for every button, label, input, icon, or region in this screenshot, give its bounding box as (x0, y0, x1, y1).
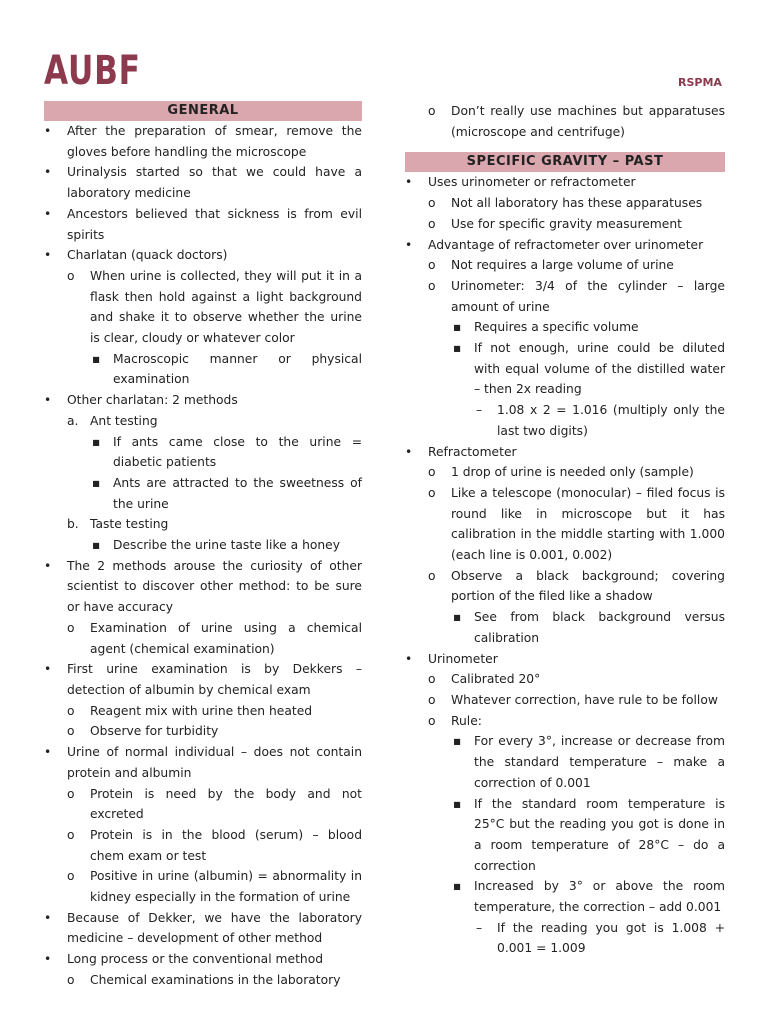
list-item (44, 618, 362, 659)
list-item-text: Examination of urine using a chemical agent (chemical examination) (90, 620, 362, 656)
list-item (44, 970, 362, 991)
bullet-marker: o (428, 196, 436, 211)
bullet-marker: • (44, 206, 52, 221)
list-item-text: Advantage of refractometer over urinometer (428, 237, 704, 252)
list-item (405, 711, 725, 732)
bullet-marker: o (428, 465, 436, 480)
list-item-text: Urinometer: 3/4 of the cylinder – large amount of urine (451, 278, 725, 314)
list-item-text: Observe a black background; covering portion of the filed like a shadow (451, 568, 725, 604)
list-item-text: 1 drop of urine is needed only (sample) (451, 465, 694, 480)
bullet-marker: • (44, 952, 52, 967)
list-item (44, 162, 362, 203)
list-item-text: If not enough, urine could be diluted with equal volume of the distilled water – then 2x reading (474, 341, 725, 397)
bullet-marker: • (44, 124, 52, 138)
list-item-text: If the standard room temperature is 25°C but the reading you got is done in a room temperature of 28°C – do a correction (474, 796, 725, 873)
list-item (44, 784, 362, 825)
list-item-text: Use for specific gravity measurement (451, 216, 682, 231)
bullet-marker: • (44, 393, 52, 408)
bullet-marker: ▪ (453, 320, 462, 335)
list-item (44, 721, 362, 742)
list-item-text: Taste testing (90, 517, 169, 532)
list-item-text: Urine of normal individual – does not contain protein and albumin (67, 745, 362, 780)
right-column (405, 101, 725, 959)
bullet-marker: o (428, 104, 436, 118)
list-item (405, 690, 725, 711)
list-item (405, 731, 725, 793)
list-item (44, 825, 362, 866)
list-item (44, 432, 362, 473)
list-item (405, 235, 725, 256)
list-item-text: Don’t really use machines but apparatuses (microscope and centrifuge) (451, 104, 725, 139)
bullet-marker: – (476, 403, 483, 418)
list-item (44, 245, 362, 266)
bullet-marker: o (67, 620, 75, 635)
list-item (405, 317, 725, 338)
list-item (405, 214, 725, 235)
list-item-text: First urine examination is by Dekkers – detection of albumin by chemical exam (67, 662, 362, 697)
list-item-text: Ant testing (90, 413, 158, 428)
list-item-text: Charlatan (quack doctors) (67, 248, 228, 263)
list-item-text: Long process or the conventional method (67, 952, 324, 967)
list-item (44, 866, 362, 907)
general-list (44, 121, 362, 991)
specific-gravity-list (405, 172, 725, 959)
list-item (44, 535, 362, 556)
list-item (405, 876, 725, 917)
list-item-text: Increased by 3° or above the room temperature, the correction – add 0.001 (474, 879, 725, 915)
list-item-text: Observe for turbidity (90, 724, 219, 739)
list-item (44, 659, 362, 700)
bullet-marker: • (44, 910, 52, 925)
bullet-marker: a. (67, 413, 79, 428)
list-item-text: After the preparation of smear, remove the gloves before handling the microscope (67, 124, 362, 159)
list-item-text: Chemical examinations in the laboratory (90, 972, 341, 987)
bullet-marker: o (428, 258, 436, 273)
list-item-text: Refractometer (428, 444, 517, 459)
list-item (405, 276, 725, 317)
list-item (44, 411, 362, 432)
list-item (44, 204, 362, 245)
list-item (44, 266, 362, 349)
bullet-marker: o (428, 216, 436, 231)
bullet-marker: ▪ (453, 879, 462, 894)
list-item-text: If the reading you got is 1.008 + 0.001 = 1.009 (497, 920, 725, 956)
list-item-text: Whatever correction, have rule to be follow (451, 692, 718, 707)
list-item-text: If ants came close to the urine = diabetic patients (113, 434, 362, 470)
list-item-text: Ants are attracted to the sweetness of the urine (113, 475, 362, 511)
bullet-marker: – (476, 920, 483, 935)
bullet-marker: o (428, 568, 436, 583)
list-item-text: Urinometer (428, 651, 498, 666)
continued-list (405, 101, 725, 142)
list-item-text: Reagent mix with urine then heated (90, 703, 313, 718)
bullet-marker: • (44, 248, 52, 263)
bullet-marker: ▪ (92, 351, 101, 366)
bullet-marker: • (405, 237, 413, 252)
bullet-marker: • (44, 662, 52, 677)
bullet-marker: • (44, 745, 52, 760)
bullet-marker: b. (67, 517, 79, 532)
list-item-text: The 2 methods arouse the curiosity of other scientist to discover other method: to be sure or have accuracy (67, 558, 362, 615)
bullet-marker: o (67, 268, 75, 283)
bullet-marker: o (67, 827, 75, 842)
bullet-marker: • (44, 558, 52, 573)
section-header-specific-gravity: SPECIFIC GRAVITY – PAST (405, 152, 725, 172)
list-item-text: When urine is collected, they will put it in a flask then hold against a light background and shake it to observe whether the urine is clear, cloudy or whatever color (90, 268, 362, 346)
list-item-text: Describe the urine taste like a honey (113, 538, 341, 553)
list-item (405, 442, 725, 463)
bullet-marker: ▪ (453, 341, 462, 356)
bullet-marker: ▪ (92, 434, 101, 449)
list-item-text: Uses urinometer or refractometer (428, 175, 636, 190)
bullet-marker: • (405, 651, 413, 666)
left-column (44, 101, 362, 991)
list-item (405, 462, 725, 483)
bullet-marker: o (428, 485, 436, 500)
list-item-text: Ancestors believed that sickness is from evil spirits (67, 206, 362, 242)
bullet-marker: • (405, 444, 413, 459)
bullet-marker: ▪ (453, 610, 462, 625)
bullet-marker: o (67, 869, 75, 884)
list-item-text: For every 3°, increase or decrease from the standard temperature – make a correction of 0.001 (474, 734, 725, 790)
list-item (44, 949, 362, 970)
list-item-text: Not requires a large volume of urine (451, 258, 674, 273)
list-item (44, 390, 362, 411)
list-item (405, 338, 725, 400)
list-item-text: Rule: (451, 713, 482, 728)
list-item (44, 556, 362, 618)
bullet-marker: ▪ (92, 475, 101, 490)
bullet-marker: o (428, 672, 436, 687)
list-item (405, 649, 725, 670)
list-item (405, 669, 725, 690)
list-item (405, 794, 725, 877)
bullet-marker: o (67, 972, 75, 987)
list-item (405, 101, 725, 142)
bullet-marker: ▪ (92, 538, 101, 553)
list-item (44, 349, 362, 390)
list-item (405, 607, 725, 648)
bullet-marker: o (67, 703, 75, 718)
bullet-marker: • (44, 165, 52, 180)
bullet-marker: o (428, 692, 436, 707)
list-item-text: Positive in urine (albumin) = abnormality in kidney especially in the formation of urine (90, 869, 362, 905)
list-item (44, 473, 362, 514)
bullet-marker: ▪ (453, 796, 462, 811)
list-item (44, 514, 362, 535)
list-item-text: Protein is need by the body and not excreted (90, 786, 362, 822)
list-item (44, 742, 362, 783)
list-item (405, 918, 725, 959)
section-header-general: GENERAL (44, 101, 362, 121)
list-item (405, 193, 725, 214)
list-item (44, 121, 362, 162)
list-item-text: Other charlatan: 2 methods (67, 393, 238, 408)
list-item (405, 400, 725, 441)
bullet-marker: ▪ (453, 734, 462, 749)
list-item (405, 483, 725, 566)
list-item (44, 701, 362, 722)
list-item-text: Because of Dekker, we have the laboratory medicine – development of other method (67, 910, 362, 946)
bullet-marker: o (428, 278, 436, 293)
list-item-text: Requires a specific volume (474, 320, 639, 335)
bullet-marker: o (67, 724, 75, 739)
bullet-marker: • (405, 175, 413, 190)
section-gap (405, 142, 725, 152)
list-item (405, 255, 725, 276)
list-item (405, 172, 725, 193)
bullet-marker: o (67, 786, 75, 801)
list-item (405, 566, 725, 607)
list-item-text: Not all laboratory has these apparatuses (451, 196, 703, 211)
list-item-text: Protein is in the blood (serum) – blood chem exam or test (90, 827, 362, 863)
bullet-marker: o (428, 713, 436, 728)
list-item-text: Calibrated 20° (451, 672, 541, 687)
document-title: AUBF (44, 48, 141, 94)
header-tag: RSPMA (678, 76, 722, 89)
list-item-text: 1.08 x 2 = 1.016 (multiply only the last two digits) (497, 403, 725, 438)
list-item-text: Urinalysis started so that we could have a laboratory medicine (67, 165, 362, 201)
list-item-text: Like a telescope (monocular) – filed focus is round like in microscope but it has calibration in the middle starting with 1.000 (each line is 0.001, 0.002) (451, 485, 725, 563)
list-item (44, 908, 362, 949)
list-item-text: Macroscopic manner or physical examination (113, 351, 362, 387)
list-item-text: See from black background versus calibration (474, 610, 725, 645)
